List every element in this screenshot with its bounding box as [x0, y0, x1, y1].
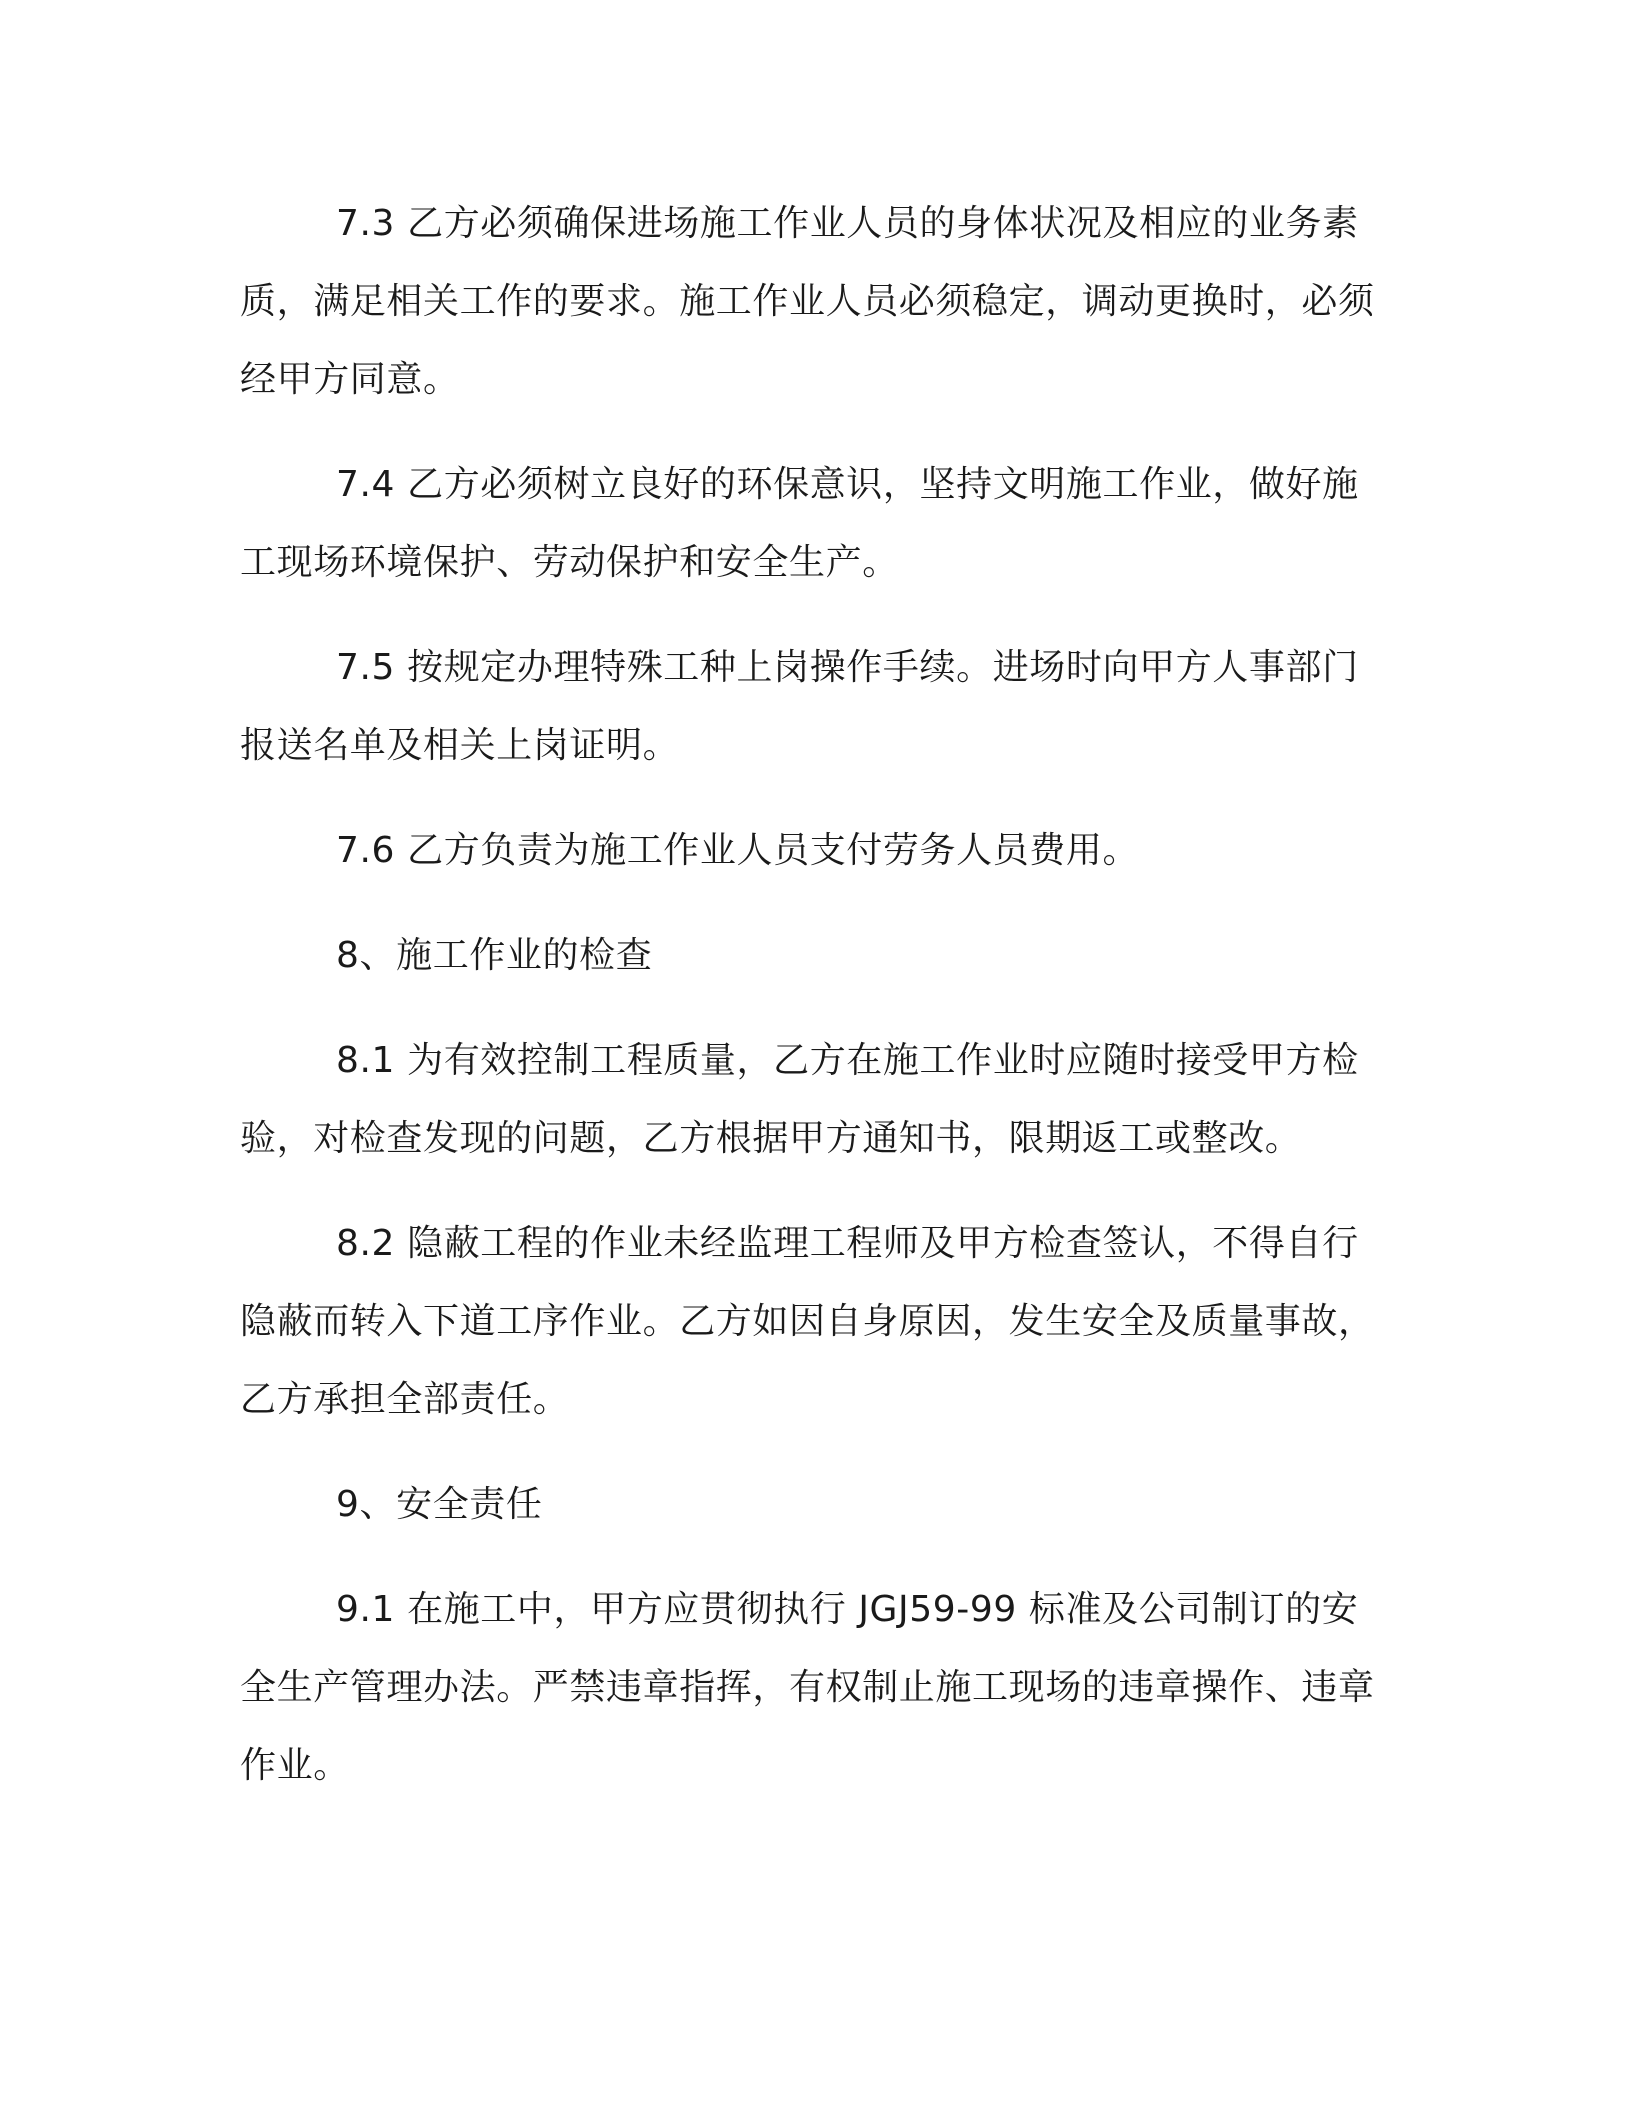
clause-7-3: 7.3 乙方必须确保进场施工作业人员的身体状况及相应的业务素质，满足相关工作的要求。施工作业人员必须稳定，调动更换时，必须经甲方同意。: [240, 203, 1375, 400]
clause-9-1: 9.1 在施工中，甲方应贯彻执行 JGJ59-99 标准及公司制订的安全生产管理办法。严禁违章指挥，有权制止施工现场的违章操作、违章作业。: [240, 1589, 1375, 1786]
clause-7-4: 7.4 乙方必须树立良好的环保意识，坚持文明施工作业，做好施工现场环境保护、劳动保护和安全生产。: [240, 464, 1359, 583]
clause-8-2: 8.2 隐蔽工程的作业未经监理工程师及甲方检查签认，不得自行隐蔽而转入下道工序作业。乙方如因自身原因，发生安全及质量事故，乙方承担全部责任。: [240, 1223, 1375, 1420]
section-8-heading: 8、施工作业的检查: [336, 935, 653, 976]
section-9-heading: 9、安全责任: [336, 1484, 543, 1525]
clause-7-6: 7.6 乙方负责为施工作业人员支付劳务人员费用。: [336, 830, 1140, 871]
document-page: [240, 185, 1385, 1832]
clause-7-5: 7.5 按规定办理特殊工种上岗操作手续。进场时向甲方人事部门报送名单及相关上岗证明。: [240, 647, 1359, 766]
clause-8-1: 8.1 为有效控制工程质量，乙方在施工作业时应随时接受甲方检验，对检查发现的问题，乙方根据甲方通知书，限期返工或整改。: [240, 1040, 1359, 1159]
